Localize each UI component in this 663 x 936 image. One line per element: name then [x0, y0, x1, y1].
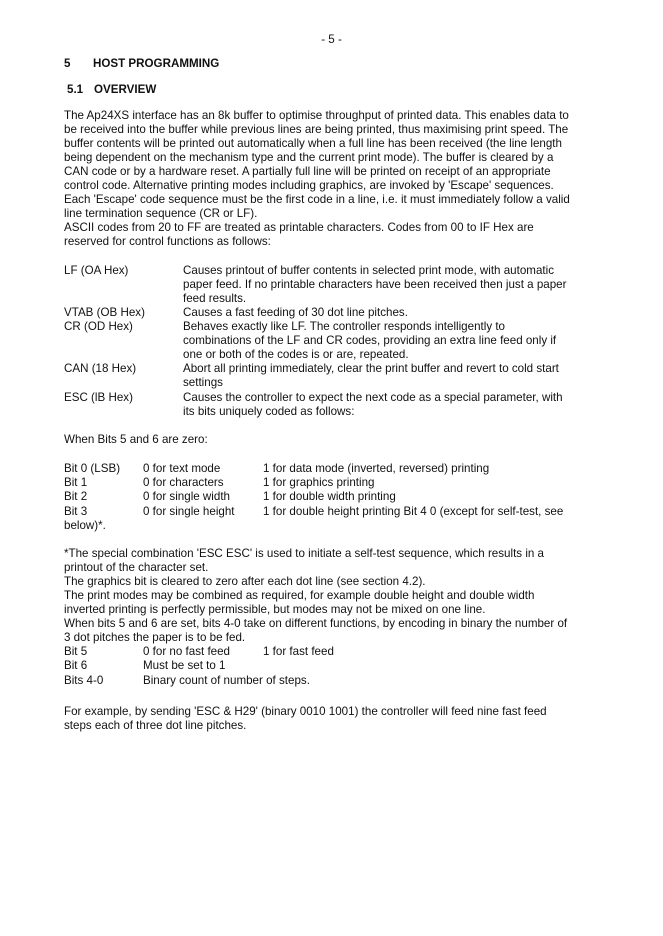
- notes-paragraph: *The special combination 'ESC ESC' is used to initiate a self-test sequence, which results in a printout of the character set. The graphics bit is cleared to zero after each dot line (see section 4.2). The print modes may be combined as required, for example double height and double width inverted printing is perfectly permissible, but modes may not be mixed on one line. When bits 5 and 6 are set, bits 4-0 take on different functions, by encoding in binary the number of 3 dot pitches the paper is to be fed.: [64, 547, 568, 644]
- section-title: HOST PROGRAMMING: [93, 57, 220, 70]
- control-code: LF (OA Hex): [64, 264, 129, 277]
- intro-line: CAN code or by a hardware reset. A partially full line will be printed on receipt of an appropriate: [64, 165, 551, 178]
- page-number: - 5 -: [321, 33, 342, 46]
- intro-line: line termination sequence (CR or LF).: [64, 207, 258, 220]
- control-code-description: Causes printout of buffer contents in selected print mode, with automatic paper feed. If no printable characters have been received then just a paper feed results.: [183, 264, 567, 305]
- document-page: - 5 - 5 HOST PROGRAMMING 5.1 OVERVIEW The Ap24XS interface has an 8k buffer to optimise throughput of printed data. This enables data to be received into the buffer while previous lines are being printed, thus maximising print speed. The buffer contents will be printed out automatically when a full line has been received (the line length being dependent on the mechanism type and the current print mode). The buffer is cleared by a CAN code or by a hardware reset. A partially full line will be printed on receipt of an appropriate control code. Alternative printing modes including graphics, are invoked by 'Escape' sequences. Each 'Escape' code sequence must be the first code in a line, i.e. it must immediately follow a valid line termination sequence (CR or LF). ASCII codes from 20 to FF are treated as printable characters. Codes from 00 to IF Hex are reserved for control functions as follows: LF (OA Hex) Causes printout of buffer contents in selected print mode, with automatic paper feed. If no printable characters have been received then just a paper feed results. VTAB (OB Hex) Causes a fast feeding of 30 dot line pitches. CR (OD Hex) Behaves exactly like LF. The controller responds intelligently to combinations of the LF and CR codes, providing an extra line feed only if one or both of the codes is or are, repeated. CAN (18 Hex) Abort all printing immediately, clear the print buffer and revert to cold start settings ESC (lB Hex) Causes the controller to expect the next code as a special parameter, with its bits uniquely coded as follows: When Bits 5 and 6 are zero: Bit 0 (LSB) 0 for text mode 1 for data mode (inverted, reversed) printing Bit 1 0 for characters 1 for graphics printing Bit 2 0 for single width 1 for double width printing Bit 3 0 for single height 1 for double height printing Bit 4 0 (except for self-test, see below)*. *The special combination 'ESC ESC' is used to initiate a self-test sequence, which results in a printout of the character set. The graphics bit is cleared to zero after each dot line (see section 4.2). The print modes may be combined as required, for example double height and double width inverted printing is perfectly permissible, but modes may not be mixed on one line. When bits 5 and 6 are set, bits 4-0 take on different functions, by encoding in binary the number of 3 dot pitches the paper is to be fed. Bit 5 0 for no fast feed 1 for fast feed Bit 6 Must be set to 1 Bits 4-0 Binary count of number of steps. For example, by sending 'ESC & H29' (binary 0010 1001) the controller will feed nine fast feed steps each of three dot line pitches.: [0, 0, 663, 936]
- example-paragraph: For example, by sending 'ESC & H29' (binary 0010 1001) the controller will feed nine fast feed steps each of three dot line pitches.: [64, 705, 547, 732]
- control-code: CAN (18 Hex): [64, 362, 137, 375]
- subsection-heading: [67, 83, 156, 97]
- control-code: VTAB (OB Hex): [64, 306, 145, 319]
- control-code-description: Causes a fast feeding of 30 dot line pitches.: [183, 306, 408, 319]
- intro-line: being dependent on the mechanism type and the current print mode). The buffer is cleared by a: [64, 151, 554, 164]
- intro-line: The Ap24XS interface has an 8k buffer to optimise throughput of printed data. This enables data to: [64, 109, 569, 122]
- intro-line: Each 'Escape' code sequence must be the first code in a line, i.e. it must immediately follow a valid: [64, 193, 570, 206]
- section-heading: [64, 57, 219, 71]
- control-code-description: Abort all printing immediately, clear the print buffer and revert to cold start settings: [183, 362, 559, 389]
- intro-line: buffer contents will be printed out automatically when a full line has been received (the line length: [64, 137, 562, 150]
- subsection-number: 5.1: [67, 83, 84, 96]
- intro-line: reserved for control functions as follows:: [64, 235, 271, 248]
- section-number: 5: [64, 57, 71, 70]
- bit-row-wrap: below)*.: [64, 519, 106, 532]
- control-code-description: Causes the controller to expect the next code as a special parameter, with its bits uniquely coded as follows:: [183, 391, 563, 418]
- intro-paragraph: [64, 109, 600, 249]
- intro-line: be received into the buffer while previous lines are being printed, thus maximising print speed. The: [64, 123, 569, 136]
- intro-line: control code. Alternative printing modes including graphics, are invoked by 'Escape' sequences.: [64, 179, 554, 192]
- intro-line: ASCII codes from 20 to FF are treated as printable characters. Codes from 00 to IF Hex are: [64, 221, 534, 234]
- bits-intro: When Bits 5 and 6 are zero:: [64, 433, 208, 446]
- control-code: ESC (lB Hex): [64, 391, 133, 404]
- subsection-title: OVERVIEW: [94, 83, 157, 96]
- control-code-description: Behaves exactly like LF. The controller responds intelligently to combinations of the LF and CR codes, providing an extra line feed only if one or both of the codes is or are, repeated.: [183, 320, 557, 361]
- control-code: CR (OD Hex): [64, 320, 133, 333]
